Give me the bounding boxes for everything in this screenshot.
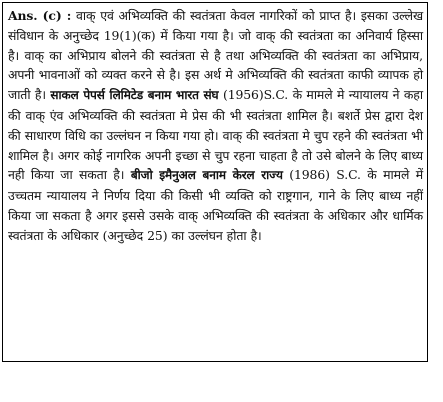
case-name-bijoe-emmanuel: बीजो इमैनुअल बनाम केरल राज्य	[130, 168, 283, 183]
answer-text-bijoe-ruling: (1986) S.C. के मामले में उच्चतम न्यायालय ने निर्णय दिया की किसी भी व्यक्ति को राष्ट्रगान, गाने के लिए बाध्य नहीं किया जा सकता है अगर इससे उसके वाक् अभिव्यक्ति की स्वतंत्रता के अधिकार और धार्मिक स्वतंत्रता के अधिकार (अनुच्छेद 25) का उल्लंघन होता है।	[8, 167, 423, 243]
answer-text-sakal-ruling: (1956)S.C. के मामले मे न्यायालय ने कहा की वाक् एंव अभिव्यक्ति की स्वतंत्रता मे प्रेस की भी स्वतंत्रता शामिल है। बशर्ते प्रेस द्वारा देश की साधारण विधि का उल्लंघन न किया गया हो। वाक् की स्वतंत्रता मे चुप रहने की स्वतंत्रता भी शामिल है। अगर कोई नागरिक अपनी इच्छा से चुप रहना चाहता है तो उसे बोलने के लिए बाध्य नही किया जा सकता है।	[8, 87, 423, 183]
answer-text-intro: वाक् एवं अभिव्यक्ति की स्वतंत्रता केवल नागरिकों को प्राप्त है। इसका उल्लेख संविधान के अनुच्छेद 19(1)(क) में किया गया है। जो वाक् की स्वतंत्रता का अनिवार्य हिस्सा है। वाक् का अभिप्राय बोलने की स्वतंत्रता से है तथा अभिव्यक्ति की स्वतंत्रता का अभिप्राय, अपनी भावनाओं को व्यक्त करने से है। इस अर्थ मे अभिव्यक्ति की स्वतंत्रता काफी व्यापक हो जाती है।	[8, 8, 423, 103]
answer-paragraph	[8, 6, 423, 246]
answer-label: Ans. (c) :	[8, 8, 72, 23]
answer-box	[2, 2, 428, 362]
case-name-sakal-papers: साकल पेपर्स लिमिटेड बनाम भारत संघ	[50, 88, 219, 103]
